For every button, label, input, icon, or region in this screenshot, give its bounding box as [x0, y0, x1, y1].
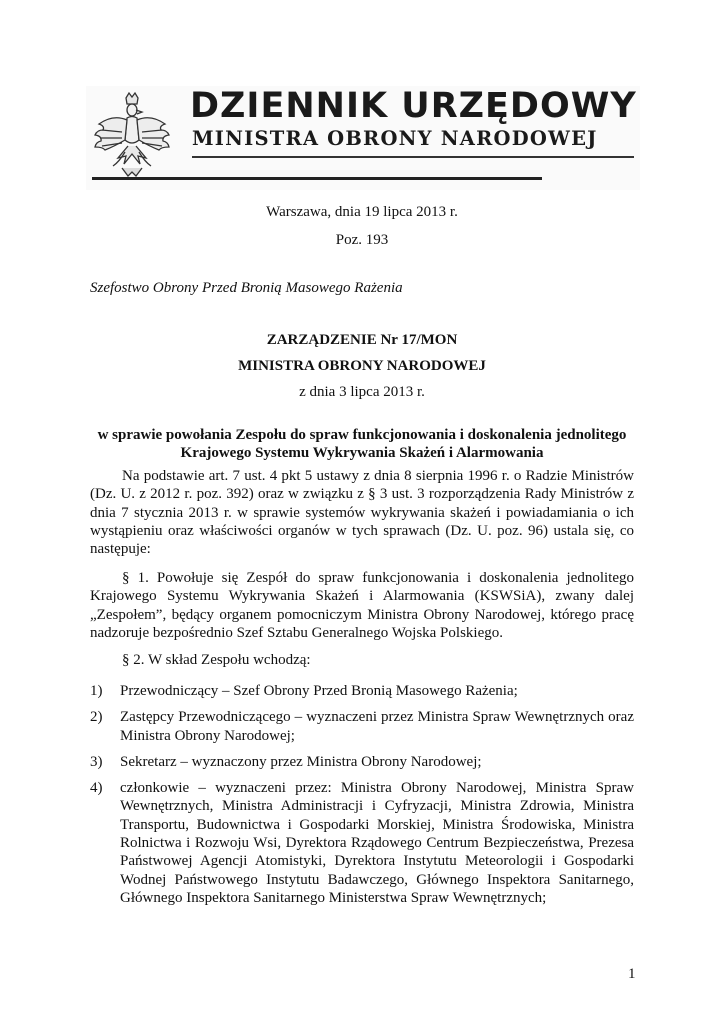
masthead-underline: [92, 177, 542, 180]
list-item-number: 1): [90, 683, 103, 699]
issuer: Szefostwo Obrony Przed Bronią Masowego Rażenia: [90, 280, 403, 296]
order-date: z dnia 3 lipca 2013 r.: [299, 384, 425, 400]
page-number: 1: [628, 966, 636, 982]
order-issuer: MINISTRA OBRONY NARODOWEJ: [238, 358, 486, 374]
list-item-text: Sekretarz – wyznaczony przez Ministra Obrony Narodowej;: [120, 753, 482, 770]
masthead-rule: [192, 156, 634, 158]
date-line: Warszawa, dnia 19 lipca 2013 r.: [266, 204, 458, 220]
list-item-text: Przewodniczący – Szef Obrony Przed Bronią Masowego Rażenia;: [120, 683, 518, 699]
section-1-paragraph: § 1. Powołuje się Zespół do spraw funkcjonowania i doskonalenia jednolitego Krajowego Systemu Wykrywania Skażeń i Alarmowania (KSWSiA), zwany dalej „Zespołem”, będący organem pomocniczym Ministra Obrony Narodowej, którego pracę nadzoruje bezpośrednio Szef Sztabu Generalnego Wojska Polskiego.: [90, 570, 634, 641]
composition-list: [90, 682, 634, 915]
position-number: Poz. 193: [335, 232, 389, 248]
list-item: [90, 779, 634, 907]
list-item-number: 2): [90, 709, 103, 726]
white-eagle-emblem-icon: [92, 90, 172, 182]
masthead-subtitle: MINISTRA OBRONY NARODOWEJ: [192, 127, 598, 150]
list-item: [90, 682, 634, 700]
list-item-text: członkowie – wyznaczeni przez: Ministra Obrony Narodowej, Ministra Spraw Wewnętrznych, Ministra Administracji i Cyfryzacji, Ministra Zdrowia, Ministra Transportu, Budownictwa i Gospodarki Morskiej, Ministra Środowiska, Ministra Rolnictwa i Rozwoju Wsi, Dyrektora Rządowego Centrum Bezpieczeństwa, Prezesa Państwowej Agencji Atomistyki, Dyrektora Instytutu Meteorologii i Gospodarki Wodnej Państwowego Instytutu Badawczego, Głównego Inspektora Sanitarnego, Głównego Inspektora Sanitarnego Ministerstwa Spraw Wewnętrznych;: [120, 780, 634, 906]
order-subject: w sprawie powołania Zespołu do spraw funkcjonowania i doskonalenia jednolitego Krajowego Systemu Wykrywania Skażeń i Alarmowania: [97, 427, 627, 461]
masthead: [86, 86, 640, 190]
list-item-number: 3): [90, 753, 103, 770]
section-2-paragraph: § 2. W skład Zespołu wchodzą:: [122, 652, 311, 668]
order-title: ZARZĄDZENIE Nr 17/MON: [266, 332, 458, 348]
legal-basis-paragraph: Na podstawie art. 7 ust. 4 pkt 5 ustawy z dnia 8 sierpnia 1996 r. o Radzie Ministrów (Dz. U. z 2012 r. poz. 392) oraz w związku z § 3 ust. 3 rozporządzenia Rady Ministrów z dnia 7 stycznia 2013 r. w sprawie systemów wykrywania skażeń i powiadamiania o ich wystąpieniu oraz właściwości organów w tych sprawach (Dz. U. poz. 96) ustala się, co następuje:: [90, 468, 634, 558]
list-item: [90, 708, 634, 745]
list-item: [90, 753, 634, 771]
list-item-text: Zastępcy Przewodniczącego – wyznaczeni przez Ministra Spraw Wewnętrznych oraz Ministra Obrony Narodowej;: [120, 709, 634, 744]
list-item-number: 4): [90, 780, 103, 797]
masthead-title: DZIENNIK URZĘDOWY: [190, 86, 637, 126]
